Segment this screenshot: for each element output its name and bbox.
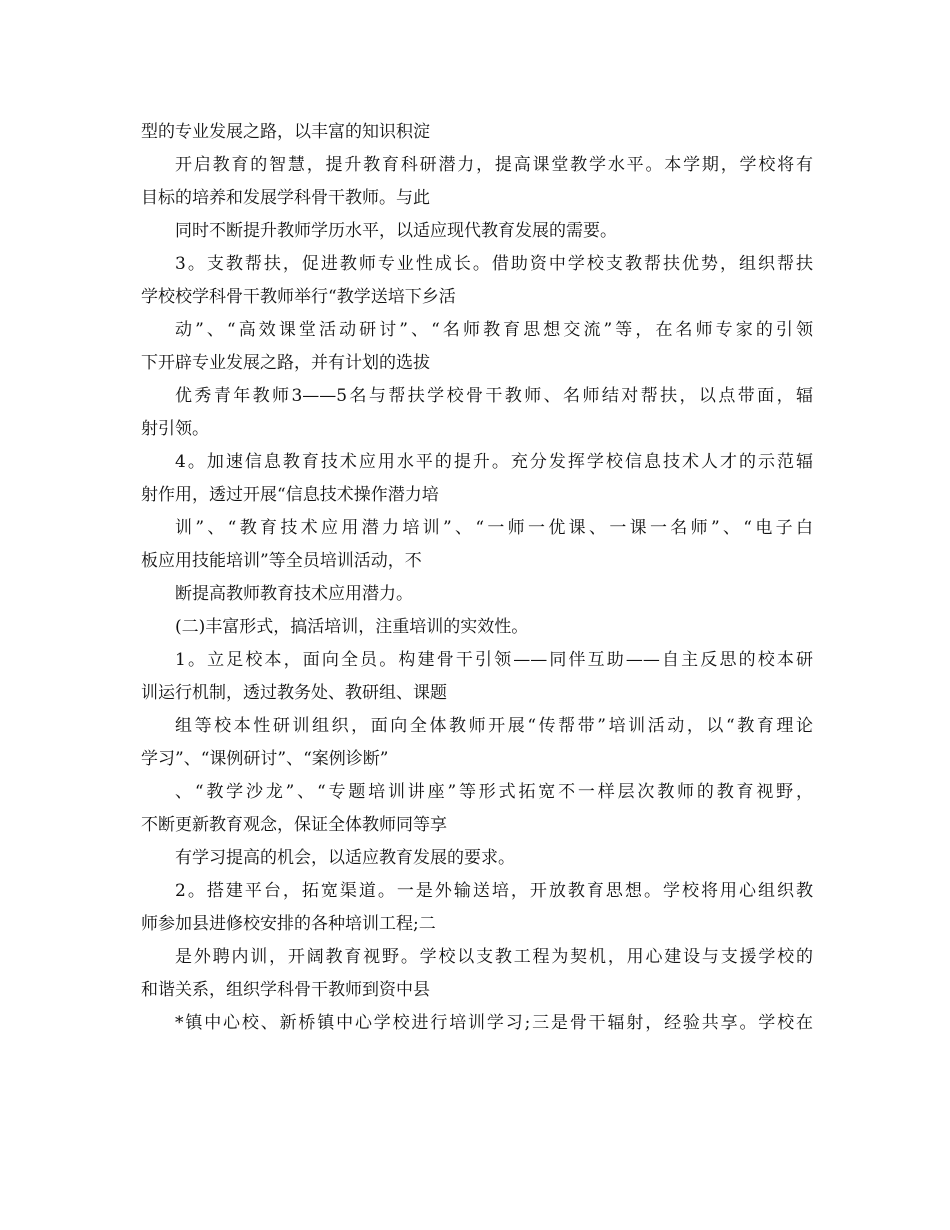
text-line: (二)丰富形式，搞活培训，注重培训的实效性。: [175, 617, 529, 637]
text-line: 4。加速信息教育技术应用水平的提升。充分发挥学校信息技术人才的示范辐: [175, 452, 813, 472]
text-line: 2。搭建平台，拓宽渠道。一是外输送培，开放教育思想。学校将用心组织教: [175, 881, 813, 901]
text-line: 同时不断提升教师学历水平，以适应现代教育发展的需要。: [175, 221, 617, 241]
text-line: 下开辟专业发展之路，并有计划的选拔: [141, 353, 430, 373]
text-line: 板应用技能培训”等全员培训活动，不: [141, 551, 422, 571]
text-line: *镇中心校、新桥镇中心学校进行培训学习;三是骨干辐射，经验共享。学校在: [175, 1013, 813, 1033]
document-body: [141, 116, 813, 1040]
text-line: 组等校本性研训组织，面向全体教师开展“传帮带”培训活动，以“教育理论: [175, 716, 813, 736]
text-line: 目标的培养和发展学科骨干教师。与此: [141, 188, 430, 208]
text-line: 不断更新教育观念，保证全体教师同等享: [141, 815, 447, 835]
text-line: 和谐关系，组织学科骨干教师到资中县: [141, 980, 430, 1000]
text-line: 射作用，透过开展“信息技术操作潜力培: [141, 485, 439, 505]
text-line: 学校校学科骨干教师举行“教学送培下乡活: [141, 287, 456, 307]
text-line: 1。立足校本，面向全员。构建骨干引领——同伴互助——自主反思的校本研: [175, 650, 813, 670]
text-line: 优秀青年教师3——5名与帮扶学校骨干教师、名师结对帮扶，以点带面，辐: [175, 386, 813, 406]
text-line: 断提高教师教育技术应用潜力。: [175, 584, 413, 604]
text-line: 、“教学沙龙”、“专题培训讲座”等形式拓宽不一样层次教师的教育视野，: [175, 782, 813, 802]
text-line: 动”、“高效课堂活动研讨”、“名师教育思想交流”等，在名师专家的引领: [175, 320, 813, 340]
text-line: 训”、“教育技术应用潜力培训”、“一师一优课、一课一名师”、“电子白: [175, 518, 813, 538]
text-line: 有学习提高的机会，以适应教育发展的要求。: [175, 848, 515, 868]
text-line: 型的专业发展之路，以丰富的知识积淀: [141, 122, 430, 142]
text-line: 开启教育的智慧，提升教育科研潜力，提高课堂教学水平。本学期，学校将有: [175, 155, 813, 175]
text-line: 射引领。: [141, 419, 209, 439]
text-line: 3。支教帮扶，促进教师专业性成长。借助资中学校支教帮扶优势，组织帮扶: [175, 254, 813, 274]
text-line: 是外聘内训，开阔教育视野。学校以支教工程为契机，用心建设与支援学校的: [175, 947, 813, 967]
text-line: 训运行机制，透过教务处、教研组、课题: [141, 683, 447, 703]
text-line: 学习”、“课例研讨”、“案例诊断”: [141, 749, 389, 769]
text-line: 师参加县进修校安排的各种培训工程;二: [141, 914, 436, 934]
